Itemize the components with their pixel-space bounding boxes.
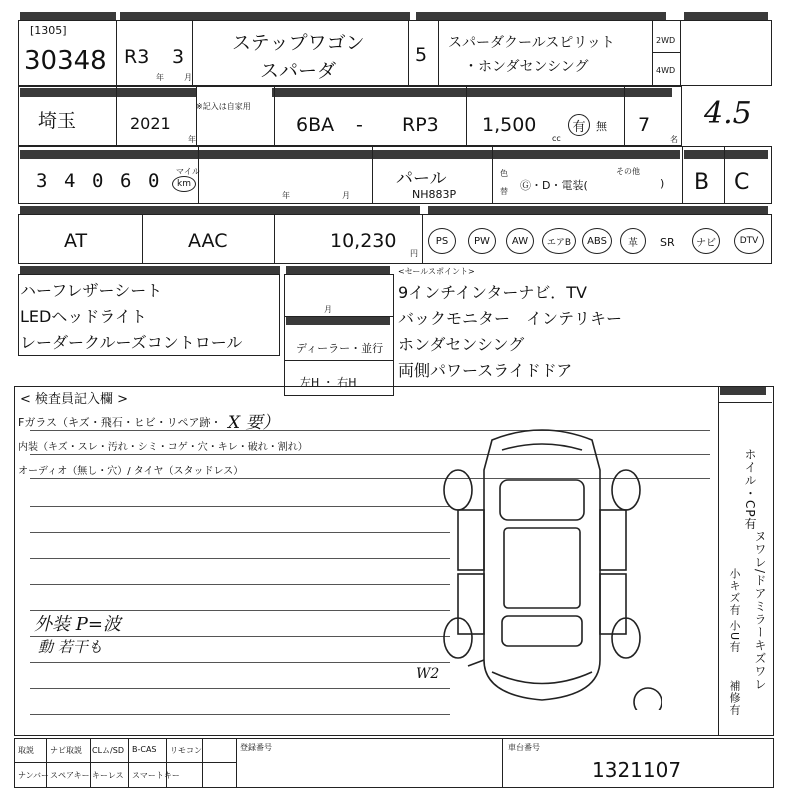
roof [504,528,580,608]
equip-sr: SR [660,236,675,249]
color-options: Ⓖ・D・電装( [520,179,588,192]
lot-bracket: [1305] [30,24,67,37]
mileage-digit-5: 0 [148,170,160,192]
import-steering: 左H ・ 右H [300,376,357,389]
opt-manual: 取説 [18,746,34,755]
drive-2wd: 2WD [656,36,676,45]
opt-keyless: キーレス [92,771,124,780]
opt-remote: リモコン [170,746,202,755]
opt-sd: CLム/SD [92,746,124,755]
year-era: R3 [124,46,150,68]
mileage-digit-3: 0 [92,170,104,192]
reg-number-label: 登録番号 [240,743,272,752]
side-note-col1: ホイル・CP有 [743,448,757,531]
grade-line2: ・ホンダセンシング [464,59,589,75]
door-count: 5 [415,44,428,66]
spare-wheel [634,688,662,710]
chassis-number: 1321107 [592,758,682,782]
side-note-col5: 補修有 [728,680,741,716]
auction-sheet: [1305] 30348 R3 3 年 月 ステップワゴン スパーダ 5 スパーダクールスピリット ・ホンダセンシング 2WD 4WD 4.5 埼玉 ※記入は自家用 2021 年 6BA - RP3 1,500 cc 有 無 7 名 3 4 0 6 0 マイル km 年 月 パール NH883P 色 替 Ⓖ・D・電装( その他 ) B C AT AAC 10,230 円 PS PW AW エアB ABS 革 SR ナビ DTV ハーフレザーシート LEDヘッドライト レーダークルーズコントロール 月 ディーラー・並行 左H ・ 右H <セールスポイント> 9インチインターナビ．TV バックモニター インテリキー ホンダセンシング 両側パワースライドドア < 検査員記入欄 > Fガラス（キズ・飛石・ヒビ・リペア跡・ X 要） 内装（キズ・スレ・汚れ・シミ・コゲ・穴・キレ・破れ・割れ） オーディオ（無し・穴）/ タイヤ（スタッドレス） 外装 P=波 動 若干も W2 ホイル・CP有 ヌワレ/ドアミラーキズワレ 小キズ有 小U有 補修有 取説 ナビ取説 CLム/SD B-CAS リモコン ナンバー スペアキー キーレス スマートキー 登録番号 車台番号 1321107 [12,10,778,790]
inspector-line3: オーディオ（無し・穴）/ タイヤ（スタッドレス） [18,466,244,477]
import-dealer: ディーラー・並行 [296,342,384,355]
inspector-title: < 検査員記入欄 > [20,392,129,407]
left-rear-door [458,574,484,634]
left-front-door [458,510,484,570]
grade-line1: スパーダクールスピリット [448,35,615,51]
equip-aw: AW [506,228,534,254]
car-name-line2: スパーダ [260,60,337,82]
equip-dtv: DTV [734,228,764,254]
equip-pw: PW [468,228,496,254]
equip-abs: ABS [582,228,612,254]
grade-exterior: C [734,170,750,195]
equip-airbag: エアB [542,228,576,254]
front-bumper-line [502,444,582,450]
drive-4wd: 4WD [656,66,676,75]
rear-window [502,616,582,646]
car-diagram [422,410,662,710]
inspector-line2: 内装（キズ・スレ・汚れ・シミ・コゲ・穴・キレ・破れ・割れ） [18,442,308,453]
year-month: 3 [172,46,185,68]
color-code: NH883P [412,188,457,201]
handwritten-note-1: 外装 P=波 [34,614,121,635]
inspector-line1: Fガラス（キズ・飛石・ヒビ・リペア跡・ [18,416,222,429]
aircon: AAC [188,230,228,252]
year-western: 2021 [130,114,171,133]
sales-points-label: <セールスポイント> [398,267,475,276]
mileage-unit: km [172,176,196,192]
mileage-digit-4: 6 [120,170,132,192]
model-prefix: 6BA [296,114,335,136]
rear-bumper-line [492,672,592,684]
ari-circle: 有 [568,114,590,136]
equip-navi: ナビ [692,228,720,254]
sales-point-3: ホンダセンシング [398,335,525,354]
mileage-digit-1: 3 [36,170,48,192]
transmission: AT [64,230,88,252]
sales-point-1: 9インチインターナビ．TV [398,283,587,302]
right-rear-door [600,574,626,634]
model-code: RP3 [402,114,439,136]
side-note-col3: 小キズ有 [728,568,741,616]
damage-pointer [468,660,484,666]
right-front-door [600,510,626,570]
opt-spare-key: スペアキー [50,771,90,780]
inspector-line1-hand: X 要） [228,413,280,433]
damage-label-w2: W2 [416,666,440,682]
side-note-col2: ヌワレ/ドアミラーキズワレ [753,530,767,692]
wheel-front-left [444,470,472,510]
equip-leather: 革 [620,228,646,254]
color-name: パール [396,169,447,189]
feature-2: LEDヘッドライト [20,307,147,326]
feature-1: ハーフレザーシート [20,281,163,300]
handwritten-note-2: 動 若干も [38,638,103,656]
side-note-col4: 小U有 [728,620,741,654]
price: 10,230 [330,230,397,252]
opt-smart-key: スマートキー [132,771,180,780]
feature-3: レーダークルーズコントロール [20,333,243,352]
seats: 7 [638,114,651,136]
displacement: 1,500 [482,114,537,136]
sales-point-4: 両側パワースライドドア [398,361,573,380]
opt-navi-manual: ナビ取説 [50,746,82,755]
wheel-front-right [612,470,640,510]
car-name-line1: ステップワゴン [232,32,365,54]
equip-ps: PS [428,228,456,254]
sales-point-2: バックモニター インテリキー [398,309,623,328]
opt-number: ナンバー [18,771,50,780]
mileage-digit-2: 4 [64,170,76,192]
overall-score: 4.5 [704,96,752,131]
grade-interior: B [694,170,710,195]
windshield [500,480,584,520]
chassis-label: 車台番号 [508,743,540,752]
lot-number: 30348 [24,46,107,76]
opt-bcas: B-CAS [132,745,157,754]
car-body-outline [484,430,600,700]
location: 埼玉 [38,110,77,132]
